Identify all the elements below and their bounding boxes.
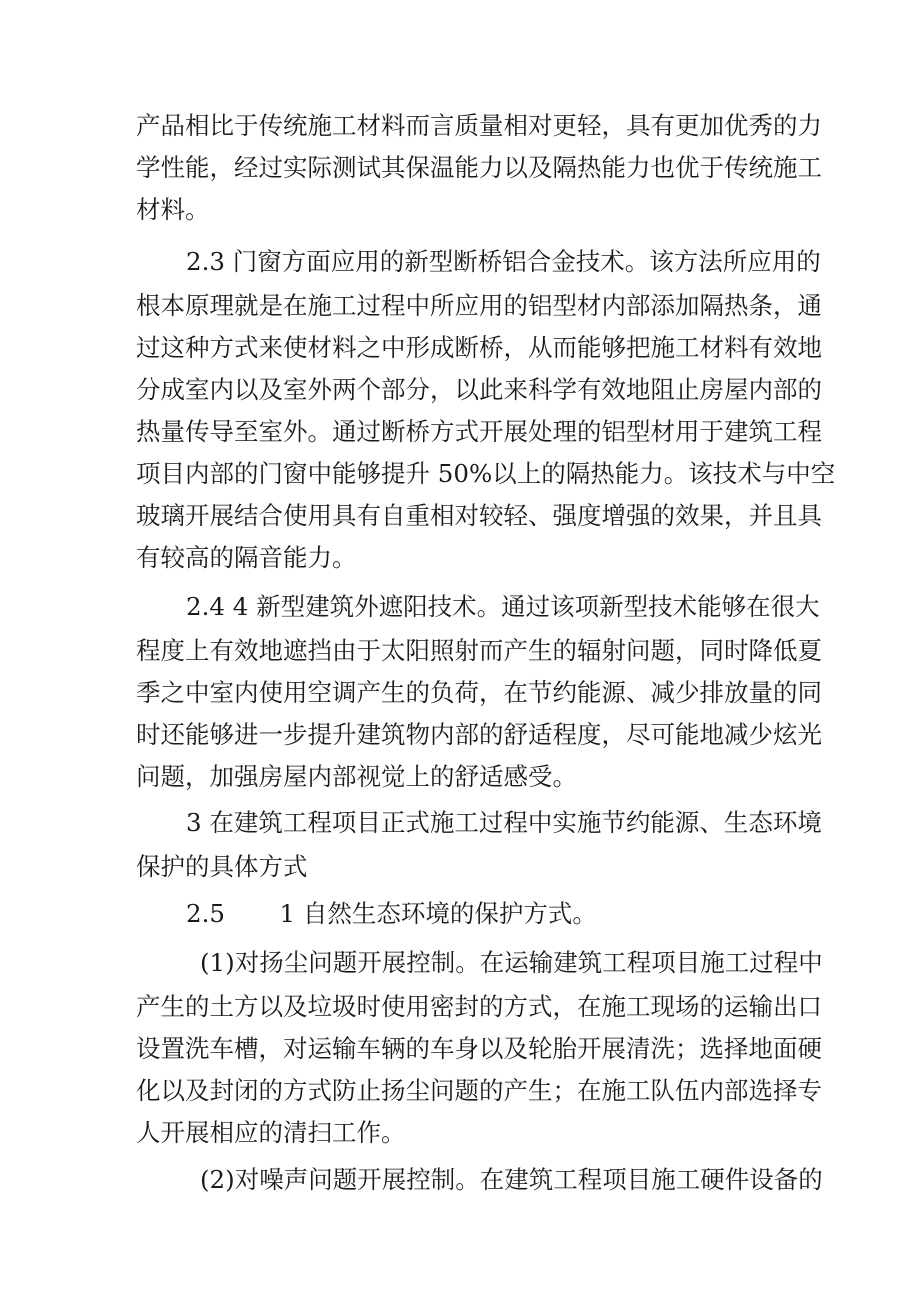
paragraph-3-line-2: 程度上有效地遮挡由于太阳照射而产生的辐射问题，同时降低夏 — [136, 636, 822, 665]
paragraph-2-line-7: 玻璃开展结合使用具有自重相对较轻、强度增强的效果，并且具 — [136, 501, 822, 530]
paragraph-3-line-5: 问题，加强房屋内部视觉上的舒适感受。 — [136, 762, 577, 791]
paragraph-6-line-3: 设置洗车槽，对运输车辆的车身以及轮胎开展清洗；选择地面硬 — [136, 1034, 822, 1063]
section-heading-line-1: 3 在建筑工程项目正式施工过程中实施节约能源、生态环境 — [186, 808, 822, 837]
paragraph-3-line-4: 时还能够进一步提升建筑物内部的舒适程度，尽可能地减少炫光 — [136, 720, 822, 749]
paragraph-3-line-3: 季之中室内使用空调产生的负荷，在节约能源、减少排放量的同 — [136, 678, 822, 707]
paragraph-2-line-2: 根本原理就是在施工过程中所应用的铝型材内部添加隔热条，通 — [136, 291, 822, 320]
subsection-heading: 2.5 1 自然生态环境的保护方式。 — [186, 899, 597, 928]
section-heading-line-2: 保护的具体方式 — [136, 852, 308, 881]
paragraph-3-line-1: 2.4 4 新型建筑外遮阳技术。通过该项新型技术能够在很大 — [186, 592, 820, 621]
paragraph-2-line-5: 热量传导至室外。通过断桥方式开展处理的铝型材用于建筑工程 — [136, 417, 822, 446]
paragraph-2-line-6: 项目内部的门窗中能够提升 50%以上的隔热能力。该技术与中空 — [136, 459, 836, 488]
paragraph-6-line-4: 化以及封闭的方式防止扬尘问题的产生；在施工队伍内部选择专 — [136, 1076, 822, 1105]
paragraph-2-line-4: 分成室内以及室外两个部分，以此来科学有效地阻止房屋内部的 — [136, 375, 822, 404]
paragraph-2-line-1: 2.3 门窗方面应用的新型断桥铝合金技术。该方法所应用的 — [186, 247, 821, 276]
paragraph-6-line-1: (1)对扬尘问题开展控制。在运输建筑工程项目施工过程中 — [200, 948, 823, 977]
paragraph-1-line-3: 材料。 — [136, 195, 210, 224]
paragraph-2-line-3: 过这种方式来使材料之中形成断桥，从而能够把施工材料有效地 — [136, 333, 822, 362]
paragraph-1-line-2: 学性能，经过实际测试其保温能力以及隔热能力也优于传统施工 — [136, 153, 822, 182]
paragraph-1-line-1: 产品相比于传统施工材料而言质量相对更轻，具有更加优秀的力 — [136, 111, 822, 140]
paragraph-7-line-1: (2)对噪声问题开展控制。在建筑工程项目施工硬件设备的 — [200, 1165, 823, 1194]
paragraph-2-line-8: 有较高的隔音能力。 — [136, 543, 357, 572]
paragraph-6-line-2: 产生的土方以及垃圾时使用密封的方式，在施工现场的运输出口 — [136, 992, 822, 1021]
paragraph-6-line-5: 人开展相应的清扫工作。 — [136, 1118, 406, 1147]
